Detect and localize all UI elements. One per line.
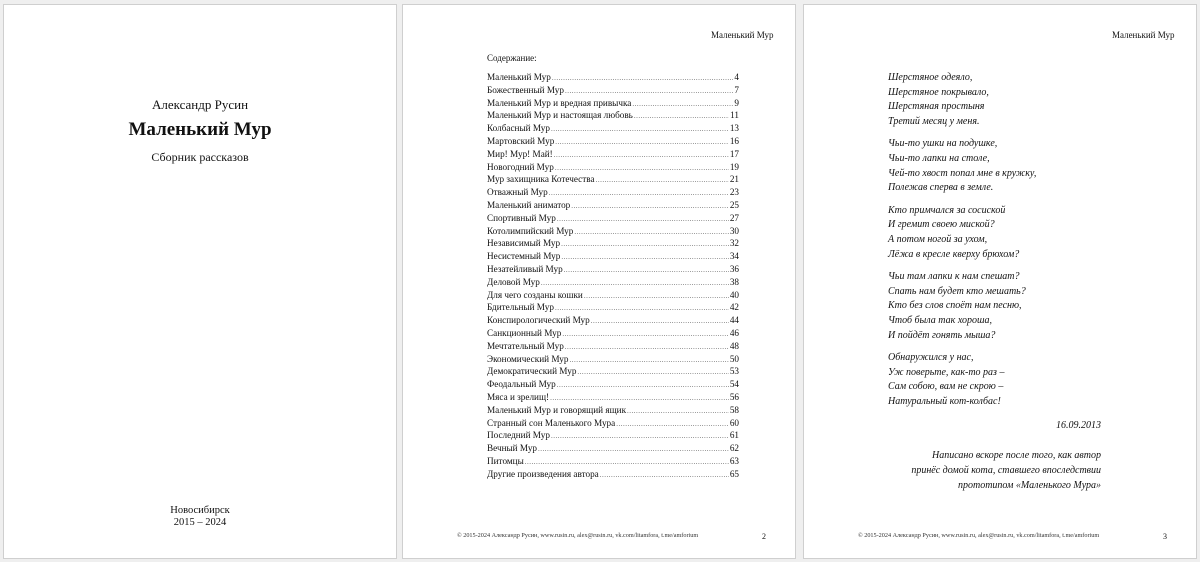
toc-entry-title: Несистемный Мур: [487, 251, 561, 262]
toc-entry-title: Для чего созданы кошки: [487, 289, 583, 300]
toc-entry-page: 40: [729, 289, 739, 300]
toc-entry-page: 19: [729, 161, 739, 172]
toc-dot-leader: [538, 443, 729, 455]
toc-entry[interactable]: [487, 340, 739, 353]
poem-stanza: [888, 270, 1188, 344]
toc-entry[interactable]: [487, 276, 739, 289]
poem-line: Кто примчался за сосиской: [888, 204, 1006, 216]
toc-entry[interactable]: [487, 468, 739, 481]
toc-entry-page: 56: [729, 391, 739, 402]
toc-dot-leader: [634, 110, 729, 122]
toc-entry-title: Вечный Мур: [487, 443, 538, 454]
toc-dot-leader: [561, 238, 729, 250]
toc-entry-page: 17: [729, 148, 739, 159]
toc-entry-title: Божественный Мур: [487, 84, 564, 95]
toc-entry-page: 27: [729, 212, 739, 223]
toc-entry[interactable]: [487, 148, 739, 161]
toc-entry-title: Мур захищника Котечества: [487, 174, 595, 185]
poem-stanza: [888, 137, 1188, 196]
toc-entry-title: Мир! Мур! Май!: [487, 148, 553, 159]
toc-entry[interactable]: [487, 378, 739, 391]
toc-dot-leader: [555, 302, 729, 314]
poem-line: И гремит своею миской?: [888, 219, 995, 231]
toc-entry-page: 21: [729, 174, 739, 185]
toc-dot-leader: [525, 456, 729, 468]
toc-entry-page: 7: [734, 84, 739, 95]
toc-dot-leader: [551, 430, 729, 442]
toc-dot-leader: [591, 315, 729, 327]
toc-entry-page: 36: [729, 263, 739, 274]
toc-entry-page: 32: [729, 238, 739, 249]
toc-entry-title: Мечтательный Мур: [487, 340, 564, 351]
toc-entry[interactable]: [487, 135, 739, 148]
toc-entry-title: Мартовский Мур: [487, 135, 555, 146]
toc-entry-title: Маленький аниматор: [487, 199, 571, 210]
poem-line: Кто без слов споёт нам песню,: [888, 300, 1022, 312]
toc-entry[interactable]: [487, 353, 739, 366]
toc-entry[interactable]: [487, 84, 739, 97]
toc-entry-page: 48: [729, 340, 739, 351]
poem-line: Лёжа в кресле кверху брюхом?: [888, 248, 1020, 260]
running-header: Маленький Мур: [711, 30, 774, 40]
poem-line: Спать нам будет кто мешать?: [888, 285, 1026, 297]
toc-dot-leader: [569, 354, 728, 366]
title-page: [3, 4, 397, 559]
toc-entry[interactable]: [487, 263, 739, 276]
poem-line: И пойдёт гонять мыша?: [888, 329, 996, 341]
toc-entry-page: 60: [729, 417, 739, 428]
toc-entry-page: 63: [729, 455, 739, 466]
toc-entry-title: Странный сон Маленького Мура: [487, 417, 616, 428]
toc-dot-leader: [541, 277, 729, 289]
toc-entry[interactable]: [487, 225, 739, 238]
toc-entry-page: 46: [729, 327, 739, 338]
toc-entry[interactable]: [487, 97, 739, 110]
author-note: [911, 448, 1101, 493]
toc-entry[interactable]: [487, 314, 739, 327]
toc-entry-title: Независимый Мур: [487, 238, 561, 249]
toc-entry-page: 23: [729, 187, 739, 198]
author-note-line: прототипом «Маленького Мура»: [957, 480, 1101, 491]
toc-entry-title: Маленький Мур и говорящий ящик: [487, 404, 627, 415]
toc-entry-page: 13: [729, 123, 739, 134]
poem-line: Чьи-то ушки на подушке,: [888, 138, 998, 150]
toc-entry-title: Экономический Мур: [487, 353, 569, 364]
page-footer: © 2015-2024 Александр Русин, www.rusin.ru, alex@rusin.ru, vk.com/litamfora, t.me/amforium: [457, 532, 699, 539]
author-note-line: Написано вскоре после того, как автор: [931, 450, 1101, 461]
toc-entry[interactable]: [487, 417, 739, 430]
toc-entry-page: 4: [734, 72, 739, 82]
toc-entry-title: Котолимпийский Мур: [487, 225, 574, 236]
toc-entry[interactable]: [487, 404, 739, 417]
toc-dot-leader: [562, 328, 728, 340]
poem-stanza: [888, 351, 1188, 410]
toc-dot-leader: [552, 72, 734, 84]
toc-entry-page: 50: [729, 353, 739, 364]
toc-entry[interactable]: [487, 391, 739, 404]
contents-page: [402, 4, 796, 559]
toc-entry-page: 38: [729, 276, 739, 287]
poem-stanza: [888, 204, 1188, 263]
toc-dot-leader: [574, 226, 728, 238]
toc-entry-page: 65: [729, 468, 739, 479]
toc-entry-page: 62: [729, 443, 739, 454]
toc-entry-title: Санкционный Мур: [487, 327, 562, 338]
toc-entry[interactable]: [487, 442, 739, 455]
poem-line: Обнаружился у нас,: [888, 351, 974, 363]
toc-entry[interactable]: [487, 327, 739, 340]
toc-dot-leader: [557, 213, 729, 225]
toc-entry[interactable]: [487, 122, 739, 135]
poem-stanza: [888, 71, 1188, 130]
toc-dot-leader: [554, 149, 729, 161]
book-author: Александр Русин: [151, 97, 249, 112]
publication-city: Новосибирск: [170, 505, 230, 516]
publication-info: [4, 505, 396, 529]
toc-entry-title: Феодальный Мур: [487, 379, 556, 390]
poem-line: Полежав сперва в земле.: [888, 182, 994, 194]
toc-entry[interactable]: [487, 365, 739, 378]
poem-line: Чей-то хвост попал мне в кружку,: [888, 167, 1037, 179]
toc-entry-title: Конспирологический Мур: [487, 315, 590, 326]
toc-entry-title: Питомцы: [487, 455, 524, 466]
page-footer: © 2015-2024 Александр Русин, www.rusin.ru, alex@rusin.ru, vk.com/litamfora, t.me/amforium: [858, 532, 1100, 539]
toc-entry-page: 30: [729, 225, 739, 236]
poem-page: [803, 4, 1197, 559]
toc-dot-leader: [564, 264, 729, 276]
toc-entry[interactable]: [487, 289, 739, 302]
table-of-contents: [487, 71, 739, 481]
toc-entry-page: 16: [729, 135, 739, 146]
poem-line: Натуральный кот-колбас!: [888, 396, 1001, 408]
author-note-line: принёс домой кота, ставшего впоследствии: [911, 465, 1101, 476]
toc-entry-page: 34: [729, 251, 739, 262]
toc-entry-title: Демократический Мур: [487, 366, 577, 377]
toc-entry-page: 61: [729, 430, 739, 441]
toc-entry-page: 54: [729, 379, 739, 390]
toc-entry[interactable]: [487, 199, 739, 212]
toc-heading: Содержание:: [487, 53, 537, 63]
toc-entry[interactable]: [487, 301, 739, 314]
toc-dot-leader: [561, 251, 728, 263]
toc-entry-page: 53: [729, 366, 739, 377]
toc-entry-title: Колбасный Мур: [487, 123, 550, 134]
toc-dot-leader: [565, 341, 729, 353]
toc-entry-page: 9: [734, 97, 739, 108]
toc-entry-title: Незатейливый Мур: [487, 263, 563, 274]
poem-line: А потом ногой за ухом,: [888, 234, 988, 246]
toc-entry[interactable]: [487, 173, 739, 186]
toc-entry-title: Деловой Мур: [487, 276, 540, 287]
toc-entry[interactable]: [487, 71, 739, 84]
toc-entry-page: 42: [729, 302, 739, 313]
poem-line: Чьи-то лапки на столе,: [888, 153, 990, 165]
toc-dot-leader: [600, 469, 729, 481]
toc-entry[interactable]: [487, 455, 739, 468]
toc-dot-leader: [616, 418, 729, 430]
toc-dot-leader: [551, 123, 729, 135]
toc-entry[interactable]: [487, 429, 739, 442]
toc-entry[interactable]: [487, 161, 739, 174]
toc-entry[interactable]: [487, 212, 739, 225]
toc-entry-page: 25: [729, 199, 739, 210]
toc-dot-leader: [584, 290, 729, 302]
toc-entry[interactable]: [487, 109, 739, 122]
poem-line: Чьи там лапки к нам спешат?: [888, 270, 1020, 282]
toc-dot-leader: [571, 200, 729, 212]
poem-line: Сам собою, вам не скрою –: [888, 381, 1004, 393]
running-header: Маленький Мур: [1112, 30, 1175, 40]
poem-line: Шерстяное одеяло,: [888, 72, 973, 83]
toc-entry-page: 11: [730, 110, 739, 121]
toc-entry-page: 44: [729, 315, 739, 326]
toc-dot-leader: [577, 366, 728, 378]
toc-dot-leader: [565, 85, 733, 97]
toc-dot-leader: [596, 174, 729, 186]
toc-entry-title: Последний Мур: [487, 430, 550, 441]
toc-entry-title: Маленький Мур: [487, 72, 551, 82]
book-title: Маленький Мур: [128, 119, 272, 140]
book-subtitle: Сборник рассказов: [151, 150, 249, 164]
toc-dot-leader: [555, 136, 729, 148]
poem-date: 16.09.2013: [1056, 420, 1101, 431]
toc-dot-leader: [549, 187, 729, 199]
toc-entry-title: Мяса и зрелищ!: [487, 391, 550, 402]
toc-entry-title: Новогодний Мур: [487, 161, 554, 172]
toc-entry-title: Другие произведения автора: [487, 468, 599, 479]
poem: [888, 71, 1188, 417]
toc-entry-title: Спортивный Мур: [487, 212, 556, 223]
toc-entry-title: Маленький Мур и вредная привычка: [487, 97, 632, 108]
toc-entry-page: 58: [729, 404, 739, 415]
toc-entry-title: Маленький Мур и настоящая любовь: [487, 110, 633, 121]
poem-line: Уж поверьте, как-то раз –: [888, 366, 1005, 378]
poem-line: Чтоб была так хороша,: [888, 315, 993, 327]
page-number: 2: [762, 532, 766, 541]
publication-years: 2015 – 2024: [173, 517, 227, 528]
poem-line: Шерстяное покрывало,: [888, 86, 989, 98]
toc-dot-leader: [627, 405, 729, 417]
toc-dot-leader: [550, 392, 729, 404]
poem-line: Третий месяц у меня.: [888, 116, 980, 128]
toc-entry[interactable]: [487, 186, 739, 199]
toc-dot-leader: [632, 98, 733, 110]
poem-line: Шерстяная простыня: [888, 101, 985, 113]
toc-entry[interactable]: [487, 237, 739, 250]
toc-entry[interactable]: [487, 250, 739, 263]
page-number: 3: [1163, 532, 1167, 541]
toc-dot-leader: [555, 162, 729, 174]
toc-entry-title: Отважный Мур: [487, 187, 548, 198]
toc-entry-title: Бдительный Мур: [487, 302, 554, 313]
toc-dot-leader: [557, 379, 729, 391]
